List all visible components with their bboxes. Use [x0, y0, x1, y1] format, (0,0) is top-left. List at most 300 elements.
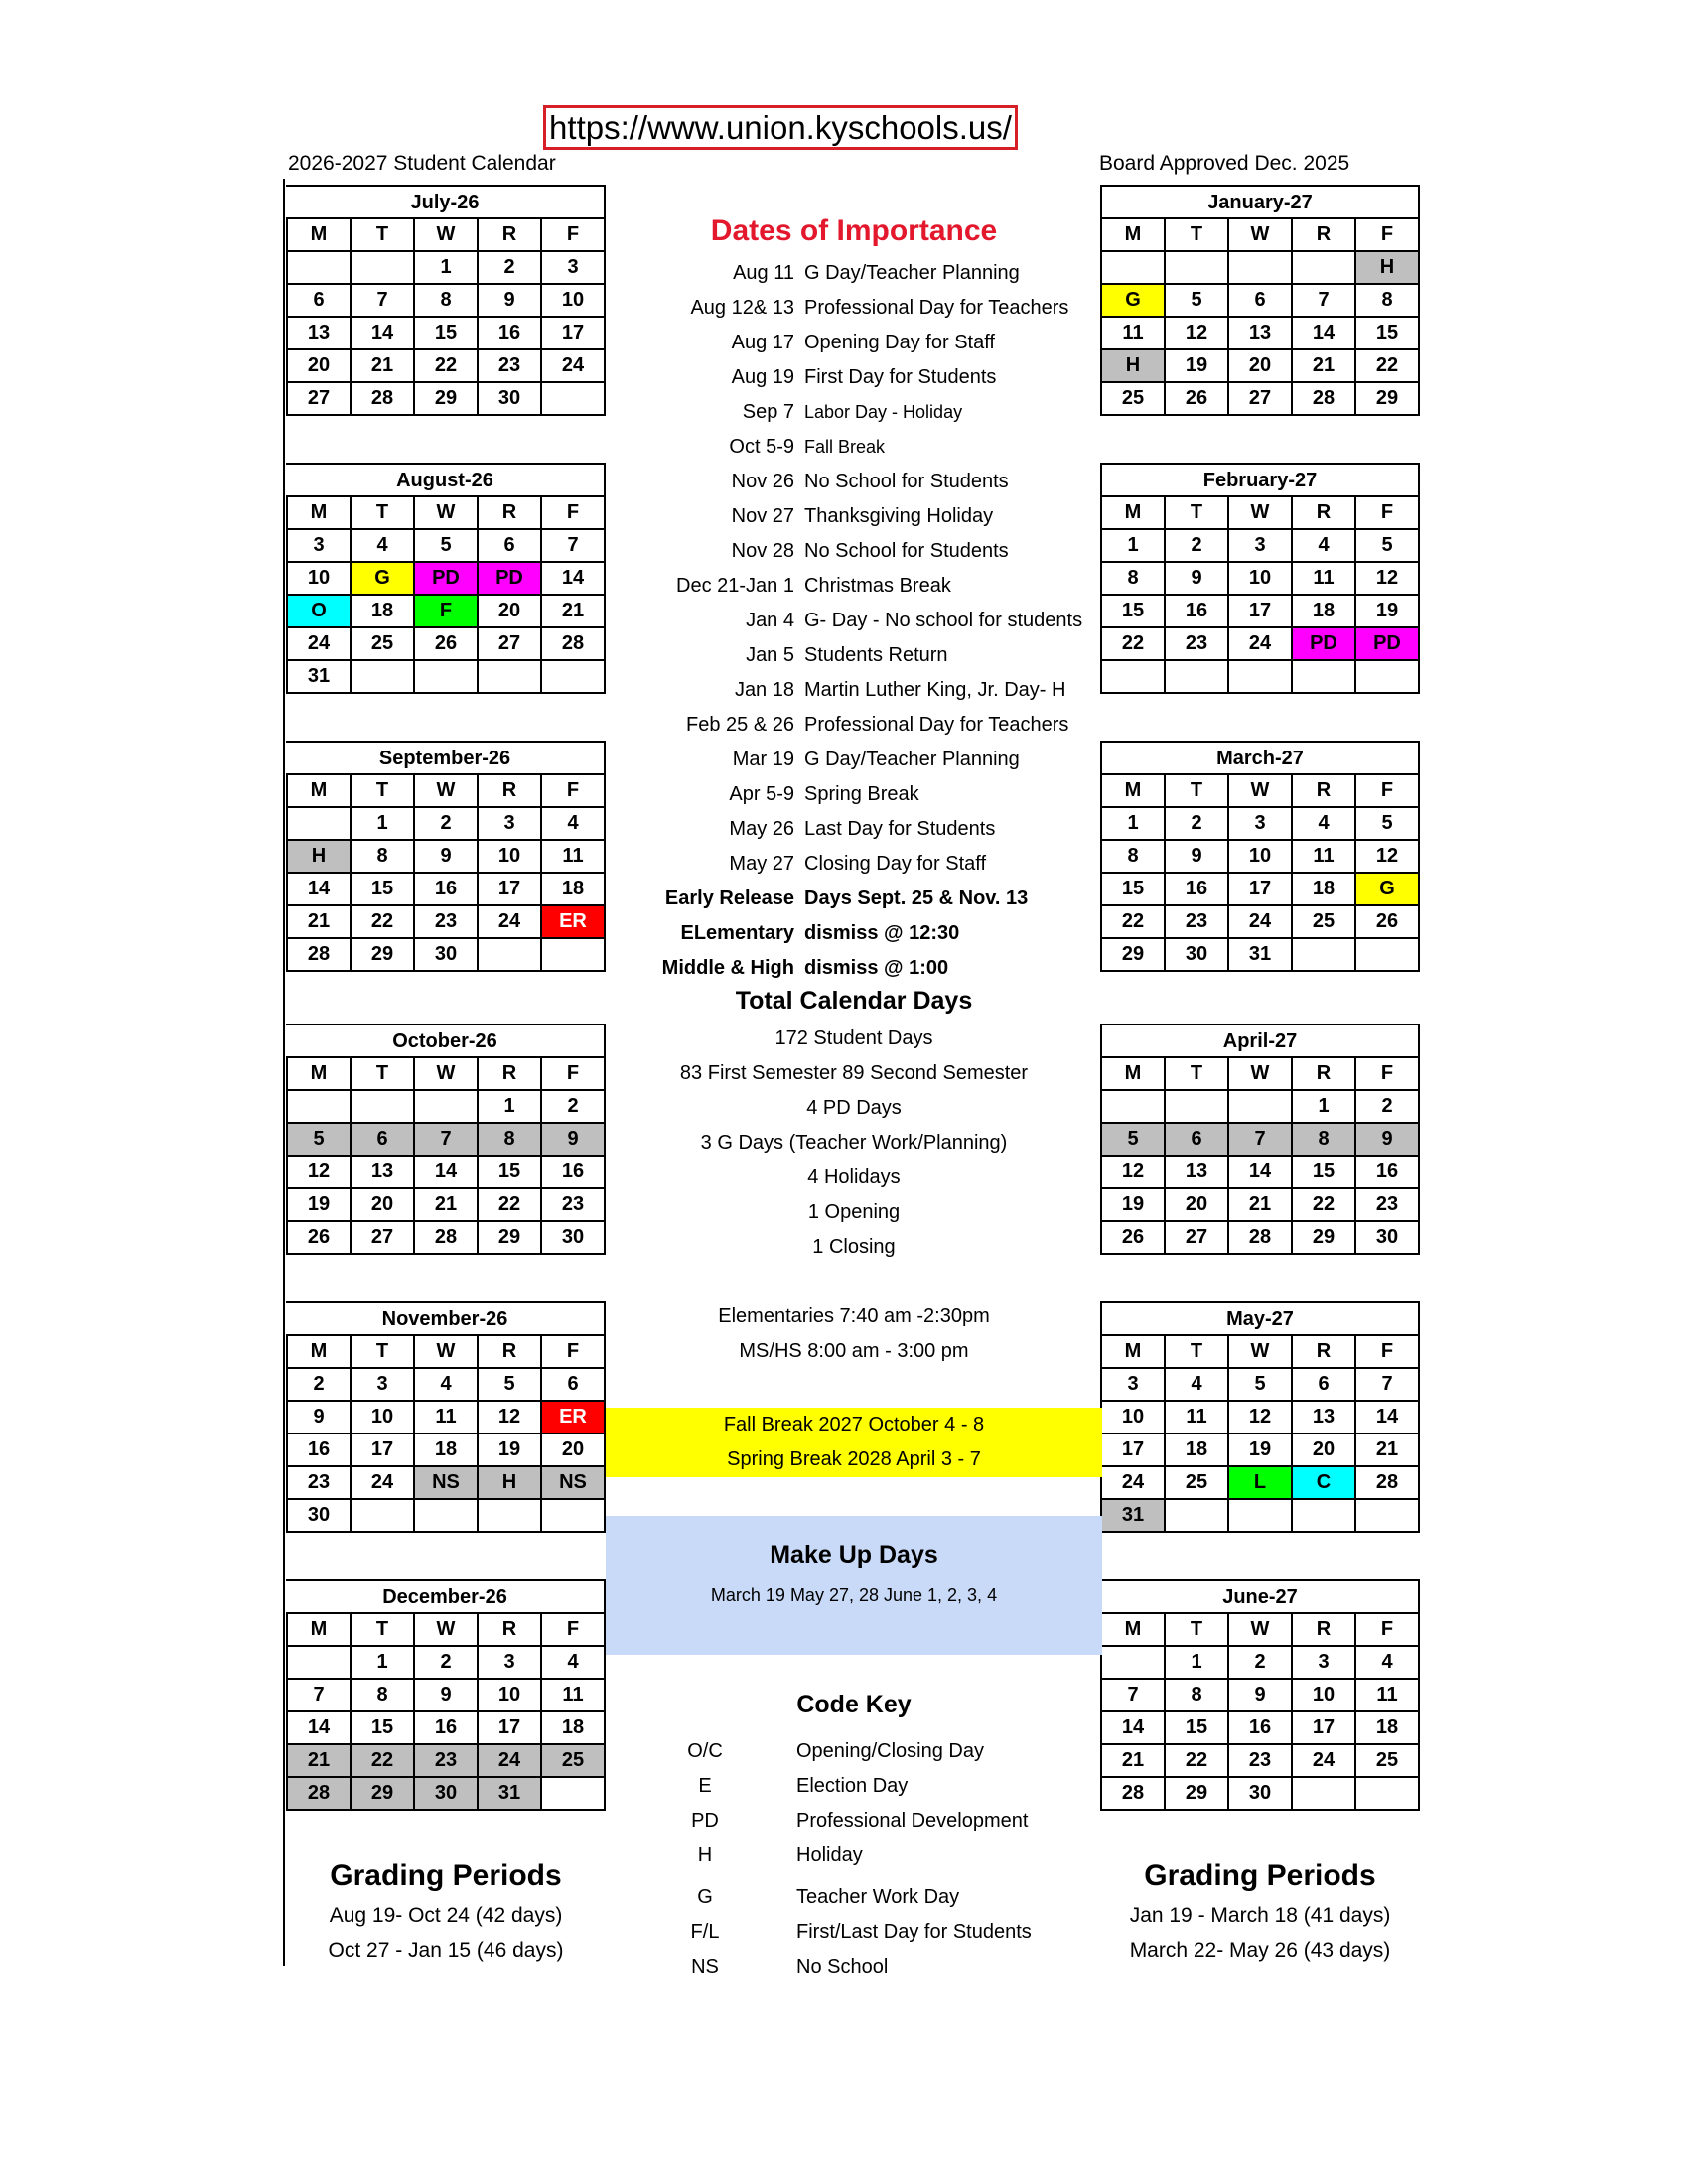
day-cell: 8: [1165, 1679, 1228, 1711]
total-line: 4 Holidays: [807, 1166, 901, 1188]
day-cell: 1: [351, 807, 414, 840]
important-date: Nov 28: [731, 540, 794, 562]
important-date-row: [606, 534, 1102, 569]
day-cell: PD: [414, 562, 478, 595]
week-row: [1101, 840, 1419, 873]
week-row: [1101, 1646, 1419, 1679]
weekday-header: T: [1165, 218, 1228, 251]
month-calendar-november: [286, 1301, 606, 1533]
day-cell: [1292, 251, 1355, 284]
important-date-row: [606, 951, 1102, 986]
day-cell: 28: [541, 627, 605, 660]
week-row: [287, 1090, 605, 1123]
day-cell: 18: [1292, 595, 1355, 627]
weekday-header: T: [1165, 774, 1228, 807]
week-row: [287, 938, 605, 971]
day-cell: 15: [478, 1156, 541, 1188]
day-cell: 18: [1292, 873, 1355, 905]
day-cell: 29: [351, 938, 414, 971]
day-cell: H: [1355, 251, 1419, 284]
day-cell: 28: [414, 1221, 478, 1254]
day-cell: 21: [287, 905, 351, 938]
important-event: Fall Break: [804, 437, 886, 457]
day-cell: 4: [541, 807, 605, 840]
weekday-header: R: [478, 218, 541, 251]
day-cell: 3: [287, 529, 351, 562]
day-cell: L: [1228, 1466, 1292, 1499]
day-cell: 5: [287, 1123, 351, 1156]
day-cell: G: [351, 562, 414, 595]
month-calendar-march: [1100, 741, 1420, 972]
day-cell: PD: [1355, 627, 1419, 660]
day-cell: 26: [1101, 1221, 1165, 1254]
day-cell: 20: [351, 1188, 414, 1221]
important-date-row: [606, 673, 1102, 708]
day-cell: 3: [478, 807, 541, 840]
day-cell: 10: [351, 1401, 414, 1433]
code-desc: Professional Development: [796, 1810, 1029, 1832]
day-cell: [1355, 938, 1419, 971]
important-date-row: [606, 360, 1102, 395]
day-cell: 28: [351, 382, 414, 415]
day-cell: 15: [351, 873, 414, 905]
important-date: ELementary: [680, 922, 794, 944]
weekday-header: T: [351, 496, 414, 529]
weekday-header: R: [1292, 496, 1355, 529]
day-cell: 12: [1228, 1401, 1292, 1433]
day-cell: [1165, 660, 1228, 693]
day-cell: 18: [541, 1711, 605, 1744]
week-row: [287, 1499, 605, 1532]
approval-note: Board Approved Dec. 2025: [1099, 152, 1350, 175]
day-cell: 23: [1165, 905, 1228, 938]
day-cell: 11: [1292, 562, 1355, 595]
week-row: [287, 1433, 605, 1466]
month-grid: [1100, 217, 1420, 416]
day-cell: 18: [1165, 1433, 1228, 1466]
important-date: Sep 7: [742, 401, 794, 423]
weekday-header: M: [287, 496, 351, 529]
day-cell: [478, 1499, 541, 1532]
week-row: [1101, 1744, 1419, 1777]
day-cell: 13: [1292, 1401, 1355, 1433]
day-cell: 1: [351, 1646, 414, 1679]
day-cell: NS: [414, 1466, 478, 1499]
day-cell: 25: [1165, 1466, 1228, 1499]
day-cell: 15: [1165, 1711, 1228, 1744]
day-cell: 23: [414, 905, 478, 938]
day-cell: [478, 938, 541, 971]
day-cell: 4: [541, 1646, 605, 1679]
important-date: Jan 18: [734, 679, 794, 701]
day-cell: 12: [287, 1156, 351, 1188]
day-cell: 10: [287, 562, 351, 595]
day-cell: 1: [1101, 529, 1165, 562]
day-cell: 13: [1165, 1156, 1228, 1188]
weekday-header: W: [1228, 218, 1292, 251]
code-key-row: [606, 1734, 1102, 1769]
day-cell: 4: [1165, 1368, 1228, 1401]
day-cell: 21: [541, 595, 605, 627]
calendar-title: 2026-2027 Student Calendar: [288, 152, 556, 175]
day-cell: 8: [478, 1123, 541, 1156]
day-cell: [541, 382, 605, 415]
day-cell: 16: [1355, 1156, 1419, 1188]
day-cell: 28: [1355, 1466, 1419, 1499]
week-row: [287, 317, 605, 349]
day-cell: [351, 1090, 414, 1123]
important-date-row: [606, 326, 1102, 360]
day-cell: 28: [1228, 1221, 1292, 1254]
day-cell: 9: [1355, 1123, 1419, 1156]
month-grid: [1100, 495, 1420, 694]
day-cell: 7: [541, 529, 605, 562]
important-event: Days Sept. 25 & Nov. 13: [804, 887, 1029, 909]
week-row: [287, 627, 605, 660]
day-cell: 31: [287, 660, 351, 693]
week-row: [1101, 1221, 1419, 1254]
weekday-header: R: [478, 496, 541, 529]
week-row: [1101, 595, 1419, 627]
code-abbr: E: [698, 1775, 712, 1797]
month-title: November-26: [286, 1301, 606, 1334]
day-cell: [1228, 1090, 1292, 1123]
weekday-header: R: [1292, 218, 1355, 251]
day-cell: 22: [414, 349, 478, 382]
important-event: Opening Day for Staff: [804, 332, 995, 353]
day-cell: 12: [1101, 1156, 1165, 1188]
important-date-row: [606, 430, 1102, 465]
month-calendar-october: [286, 1024, 606, 1255]
day-cell: 24: [1101, 1466, 1165, 1499]
left-rule: [283, 179, 285, 1966]
day-cell: 29: [414, 382, 478, 415]
code-desc: Holiday: [796, 1844, 863, 1866]
day-cell: 20: [1228, 349, 1292, 382]
month-grid: [286, 1056, 606, 1255]
weekday-header: T: [1165, 1613, 1228, 1646]
day-cell: 4: [414, 1368, 478, 1401]
day-cell: 23: [541, 1188, 605, 1221]
day-cell: 13: [1228, 317, 1292, 349]
day-cell: 7: [1292, 284, 1355, 317]
day-cell: [1228, 660, 1292, 693]
weekday-header: W: [414, 1335, 478, 1368]
day-cell: [541, 938, 605, 971]
important-event: G- Day - No school for students: [804, 610, 1083, 631]
weekday-header: F: [541, 1613, 605, 1646]
day-cell: 5: [1165, 284, 1228, 317]
day-cell: 2: [541, 1090, 605, 1123]
day-cell: 15: [351, 1711, 414, 1744]
day-cell: [1355, 1777, 1419, 1810]
day-cell: [1101, 660, 1165, 693]
day-cell: 5: [414, 529, 478, 562]
day-cell: [1228, 251, 1292, 284]
important-date: Nov 27: [731, 505, 794, 527]
code-desc: Teacher Work Day: [796, 1886, 960, 1908]
day-cell: 21: [1355, 1433, 1419, 1466]
day-cell: [541, 1499, 605, 1532]
important-date: Dec 21-Jan 1: [676, 575, 794, 597]
day-cell: 22: [1101, 905, 1165, 938]
day-cell: 6: [478, 529, 541, 562]
code-abbr: O/C: [687, 1740, 723, 1762]
day-cell: [1165, 1090, 1228, 1123]
day-cell: 16: [541, 1156, 605, 1188]
day-cell: 27: [351, 1221, 414, 1254]
day-cell: 18: [1355, 1711, 1419, 1744]
day-cell: 22: [1165, 1744, 1228, 1777]
month-grid: [286, 495, 606, 694]
day-cell: 2: [1165, 807, 1228, 840]
day-cell: [351, 1499, 414, 1532]
weekday-header: R: [478, 774, 541, 807]
day-cell: [1292, 938, 1355, 971]
day-cell: 23: [1355, 1188, 1419, 1221]
day-cell: 22: [1355, 349, 1419, 382]
day-cell: 28: [287, 938, 351, 971]
day-cell: 14: [1228, 1156, 1292, 1188]
month-title: May-27: [1100, 1301, 1420, 1334]
day-cell: 19: [1228, 1433, 1292, 1466]
day-cell: 28: [287, 1777, 351, 1810]
grading-period: Oct 27 - Jan 15 (46 days): [328, 1939, 564, 1962]
day-cell: PD: [1292, 627, 1355, 660]
important-event: Spring Break: [804, 783, 919, 805]
day-cell: 16: [414, 873, 478, 905]
day-cell: 25: [1355, 1744, 1419, 1777]
day-cell: 21: [351, 349, 414, 382]
week-row: [287, 349, 605, 382]
weekday-header: R: [478, 1057, 541, 1090]
day-cell: 4: [1292, 529, 1355, 562]
day-cell: 1: [1292, 1090, 1355, 1123]
weekday-header: F: [1355, 1335, 1419, 1368]
day-cell: 8: [1355, 284, 1419, 317]
day-cell: 19: [478, 1433, 541, 1466]
day-cell: 24: [541, 349, 605, 382]
day-cell: [1165, 1499, 1228, 1532]
day-cell: 30: [1355, 1221, 1419, 1254]
day-cell: 30: [1165, 938, 1228, 971]
day-cell: 23: [478, 349, 541, 382]
week-row: [287, 1646, 605, 1679]
month-calendar-february: [1100, 463, 1420, 694]
day-cell: 21: [414, 1188, 478, 1221]
code-abbr: PD: [691, 1810, 719, 1832]
code-desc: First/Last Day for Students: [796, 1921, 1032, 1943]
week-row: [287, 1679, 605, 1711]
important-date: May 26: [729, 818, 794, 840]
day-cell: 8: [351, 840, 414, 873]
week-row: [287, 1156, 605, 1188]
important-date-row: [606, 604, 1102, 638]
day-cell: 8: [414, 284, 478, 317]
weekday-header: F: [541, 774, 605, 807]
day-cell: 29: [478, 1221, 541, 1254]
day-cell: 9: [287, 1401, 351, 1433]
day-cell: [541, 660, 605, 693]
day-cell: 30: [478, 382, 541, 415]
makeup-days-title: Make Up Days: [770, 1541, 938, 1569]
day-cell: [414, 660, 478, 693]
weekday-header: W: [414, 1613, 478, 1646]
day-cell: 8: [1101, 840, 1165, 873]
code-desc: Opening/Closing Day: [796, 1740, 984, 1762]
week-row: [1101, 562, 1419, 595]
day-cell: [287, 1090, 351, 1123]
day-cell: 2: [414, 1646, 478, 1679]
weekday-header: F: [541, 1057, 605, 1090]
weekday-header: W: [1228, 1057, 1292, 1090]
month-title: July-26: [286, 185, 606, 217]
important-date: Apr 5-9: [729, 783, 794, 805]
day-cell: H: [1101, 349, 1165, 382]
day-cell: 21: [1292, 349, 1355, 382]
day-cell: [1292, 660, 1355, 693]
day-cell: [287, 251, 351, 284]
month-calendar-may: [1100, 1301, 1420, 1533]
week-row: [287, 284, 605, 317]
day-cell: 2: [478, 251, 541, 284]
day-cell: [1292, 1499, 1355, 1532]
week-row: [1101, 1188, 1419, 1221]
day-cell: 31: [478, 1777, 541, 1810]
day-cell: 25: [1292, 905, 1355, 938]
day-cell: 27: [287, 382, 351, 415]
day-cell: 29: [1292, 1221, 1355, 1254]
month-title: February-27: [1100, 463, 1420, 495]
week-row: [287, 1221, 605, 1254]
important-event: dismiss @ 1:00: [804, 957, 949, 979]
month-grid: [286, 1334, 606, 1533]
week-row: [287, 595, 605, 627]
month-title: March-27: [1100, 741, 1420, 773]
day-cell: 14: [1292, 317, 1355, 349]
day-cell: 4: [351, 529, 414, 562]
weekday-header: T: [351, 1613, 414, 1646]
weekday-header: R: [1292, 1057, 1355, 1090]
day-cell: 16: [1228, 1711, 1292, 1744]
day-cell: 7: [1228, 1123, 1292, 1156]
weekday-header: M: [287, 1613, 351, 1646]
important-date: Aug 11: [733, 262, 794, 284]
day-cell: 1: [478, 1090, 541, 1123]
day-cell: 10: [1101, 1401, 1165, 1433]
weekday-header: F: [1355, 1613, 1419, 1646]
important-date-row: [606, 569, 1102, 604]
day-cell: 22: [1101, 627, 1165, 660]
day-cell: 20: [478, 595, 541, 627]
weekday-header: M: [1101, 1057, 1165, 1090]
week-row: [1101, 1156, 1419, 1188]
month-calendar-june: [1100, 1579, 1420, 1811]
day-cell: 26: [1165, 382, 1228, 415]
day-cell: 18: [414, 1433, 478, 1466]
important-date-row: [606, 465, 1102, 499]
day-cell: 11: [1292, 840, 1355, 873]
grading-periods-title-right: Grading Periods: [1144, 1859, 1376, 1892]
weekday-header: T: [351, 1335, 414, 1368]
month-calendar-august: [286, 463, 606, 694]
weekday-header: F: [541, 218, 605, 251]
elementary-hours: Elementaries 7:40 am -2:30pm: [718, 1305, 990, 1327]
dates-of-importance-title: Dates of Importance: [710, 214, 998, 247]
weekday-header: W: [414, 774, 478, 807]
code-key-row: [606, 1950, 1102, 1984]
week-row: [287, 562, 605, 595]
day-cell: 4: [1292, 807, 1355, 840]
weekday-header: M: [1101, 774, 1165, 807]
day-cell: 28: [1101, 1777, 1165, 1810]
day-cell: 11: [541, 1679, 605, 1711]
month-grid: [286, 1612, 606, 1811]
weekday-header: F: [541, 1335, 605, 1368]
important-event: Closing Day for Staff: [804, 853, 987, 875]
week-row: [1101, 349, 1419, 382]
important-date: Mar 19: [732, 749, 794, 770]
day-cell: ER: [541, 1401, 605, 1433]
week-row: [287, 1123, 605, 1156]
weekday-header: W: [414, 218, 478, 251]
weekday-header: F: [1355, 496, 1419, 529]
weekday-header: W: [1228, 1335, 1292, 1368]
day-cell: 8: [351, 1679, 414, 1711]
day-cell: 25: [351, 627, 414, 660]
week-row: [287, 1744, 605, 1777]
day-cell: 7: [351, 284, 414, 317]
week-row: [287, 1466, 605, 1499]
week-row: [287, 660, 605, 693]
day-cell: 14: [414, 1156, 478, 1188]
weekday-header: R: [1292, 774, 1355, 807]
day-cell: 11: [414, 1401, 478, 1433]
week-row: [287, 1711, 605, 1744]
day-cell: 8: [1292, 1123, 1355, 1156]
day-cell: 14: [287, 873, 351, 905]
grading-period: Aug 19- Oct 24 (42 days): [329, 1904, 563, 1927]
day-cell: 23: [414, 1744, 478, 1777]
day-cell: 6: [1292, 1368, 1355, 1401]
month-grid: [1100, 1612, 1420, 1811]
important-date: Early Release: [664, 887, 794, 909]
week-row: [287, 1188, 605, 1221]
important-event: Christmas Break: [804, 575, 951, 597]
day-cell: 16: [287, 1433, 351, 1466]
important-event: Last Day for Students: [804, 818, 996, 840]
school-url[interactable]: https://www.union.kyschools.us/: [543, 105, 1018, 150]
day-cell: 9: [414, 1679, 478, 1711]
weekday-header: R: [478, 1335, 541, 1368]
day-cell: 17: [1228, 873, 1292, 905]
day-cell: [1165, 251, 1228, 284]
day-cell: [351, 660, 414, 693]
important-event: dismiss @ 12:30: [804, 922, 960, 944]
makeup-days-list: March 19 May 27, 28 June 1, 2, 3, 4: [710, 1585, 998, 1605]
week-row: [287, 873, 605, 905]
weekday-header: T: [351, 218, 414, 251]
week-row: [287, 1368, 605, 1401]
day-cell: 20: [1165, 1188, 1228, 1221]
code-abbr: F/L: [690, 1921, 720, 1943]
month-calendar-january: [1100, 185, 1420, 416]
day-cell: 7: [1355, 1368, 1419, 1401]
day-cell: 5: [478, 1368, 541, 1401]
day-cell: 3: [1228, 807, 1292, 840]
day-cell: 15: [1355, 317, 1419, 349]
weekday-header: F: [1355, 1057, 1419, 1090]
